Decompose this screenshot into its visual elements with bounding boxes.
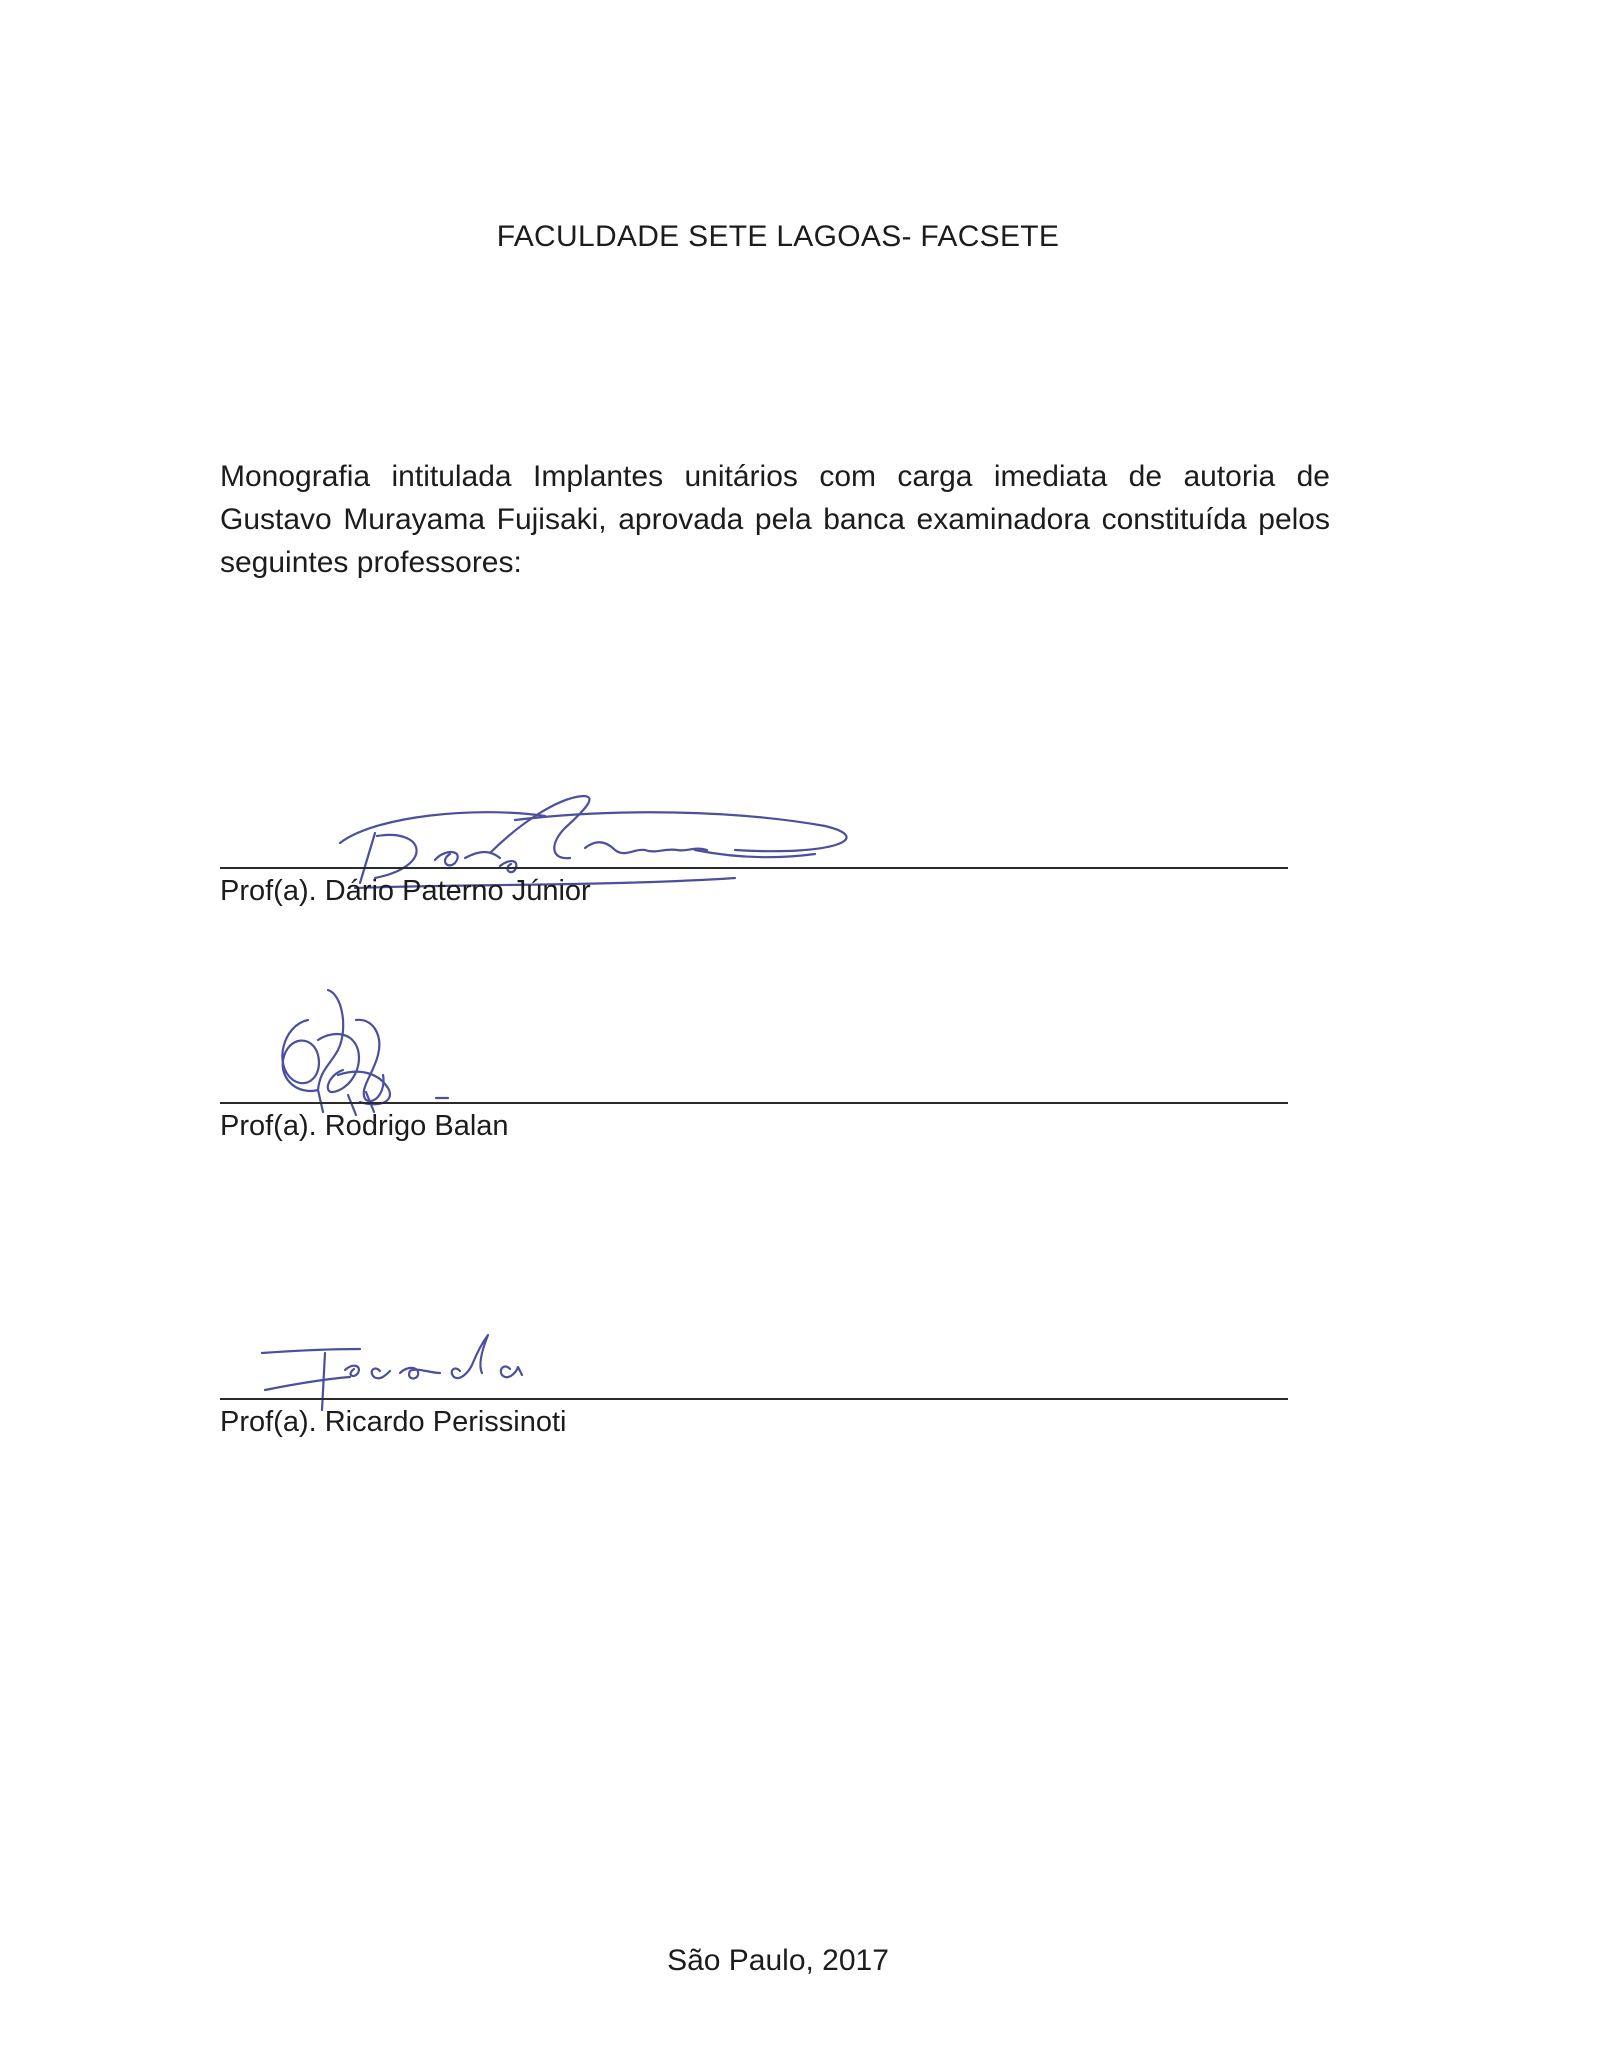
- signature-3: [250, 1315, 580, 1415]
- approval-paragraph: Monografia intitulada Implantes unitários com carga imediata de autoria de Gustavo Murayama Fujisaki, aprovada pela banca examinadora constituída pelos seguintes professores:: [220, 460, 1330, 579]
- city-year: São Paulo, 2017: [667, 1944, 889, 1977]
- signature-block-2: [220, 980, 1288, 1140]
- examiner-name: Prof(a). Dário Paterno Júnior: [220, 875, 591, 907]
- examiner-name: Prof(a). Ricardo Perissinoti: [220, 1406, 567, 1438]
- signature-line: [220, 1102, 1288, 1104]
- institution-title: FACULDADE SETE LAGOAS- FACSETE: [496, 220, 1060, 253]
- signature-line: [220, 867, 1288, 869]
- signature-block-3: [220, 1310, 1288, 1440]
- signature-line: [220, 1398, 1288, 1400]
- signature-block-1: [220, 790, 1288, 920]
- examiner-name: Prof(a). Rodrigo Balan: [220, 1110, 509, 1142]
